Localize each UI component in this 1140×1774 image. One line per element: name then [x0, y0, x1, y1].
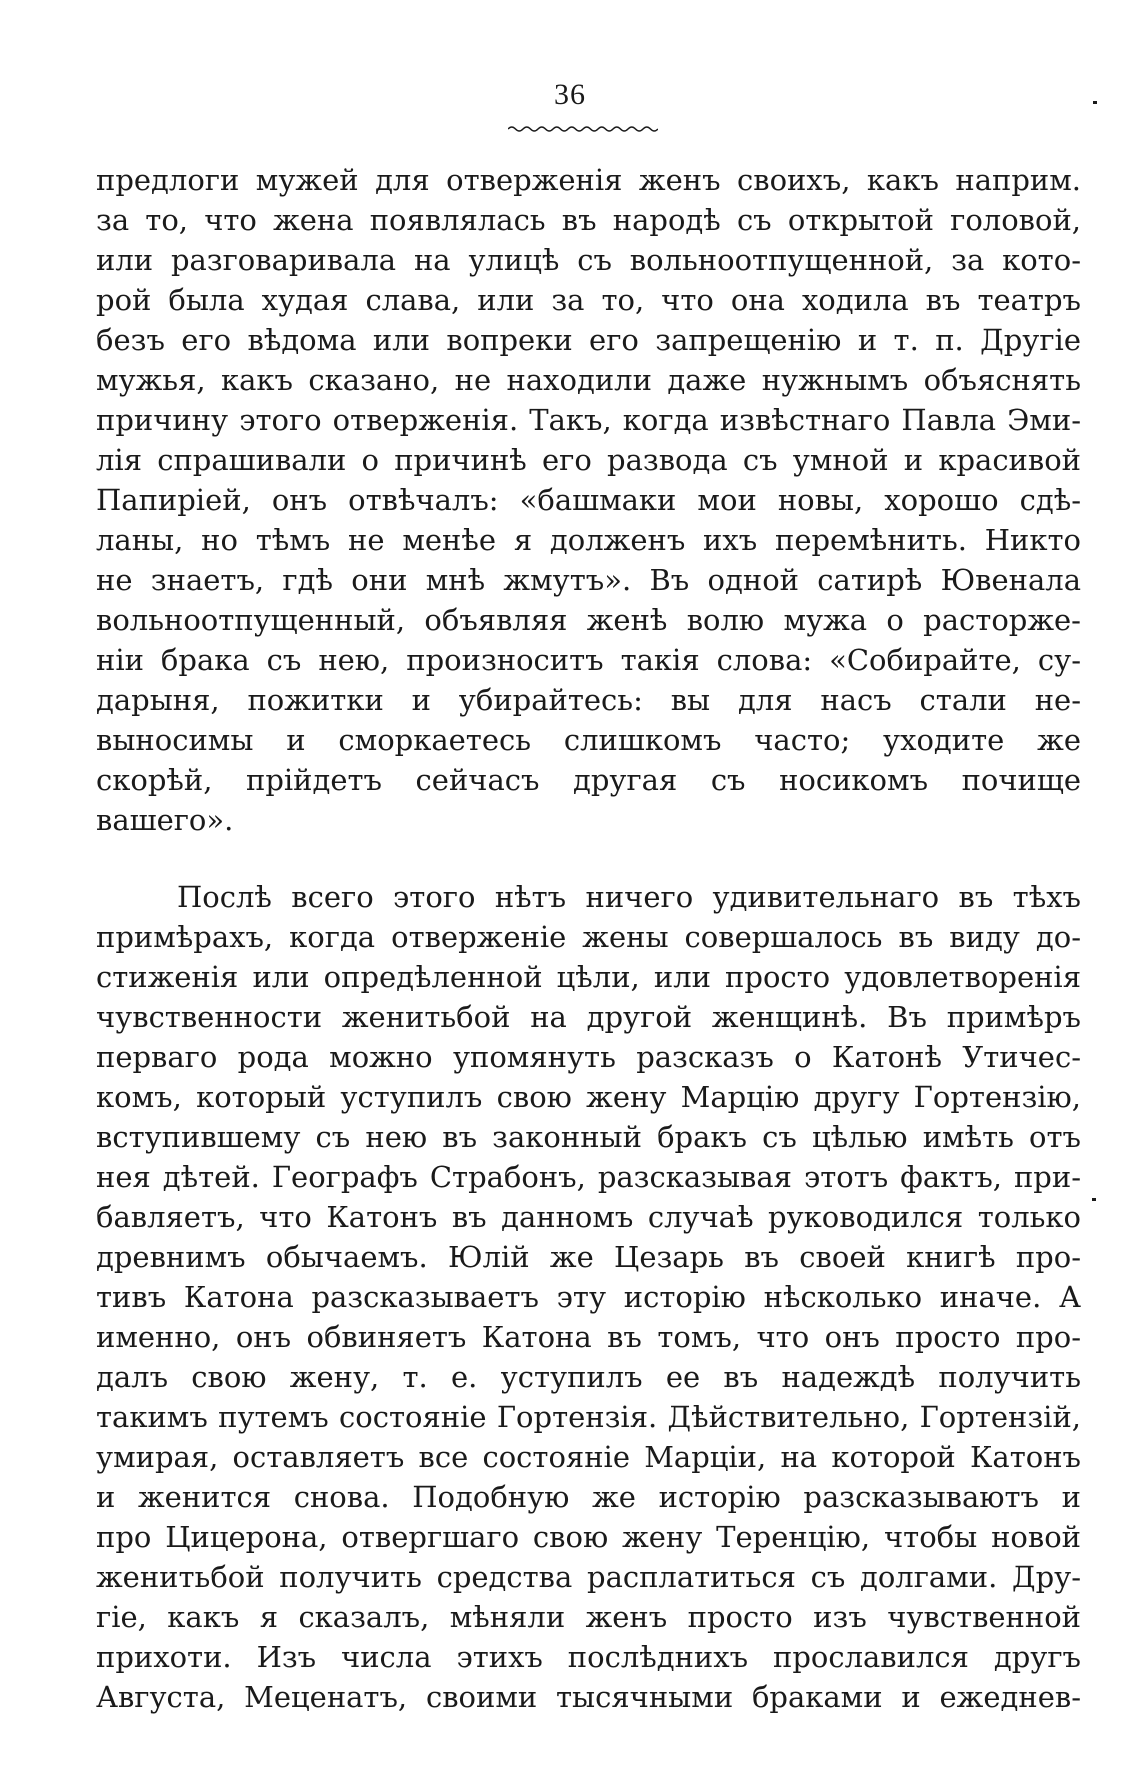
text-line: лія спрашивали о причинѣ его развода съ умной и красивой — [96, 443, 1081, 477]
page-number: 36 — [554, 78, 586, 111]
text-line: ланы, но тѣмъ не менѣе я долженъ ихъ перемѣнить. Никто — [96, 523, 1081, 557]
text-line: вольноотпущенный, объявляя женѣ волю мужа о расторже- — [96, 603, 1081, 637]
text-line: ніи брака съ нею, произноситъ такія слова: «Собирайте, су- — [96, 643, 1081, 677]
text-line: мужья, какъ сказано, не находили даже нужнымъ объяснять — [96, 363, 1081, 397]
text-line: не знаетъ, гдѣ они мнѣ жмутъ». Въ одной сатирѣ Ювенала — [96, 563, 1081, 597]
text-line: причину этого отверженія. Такъ, когда извѣстнаго Павла Эми- — [96, 403, 1081, 437]
text-line: скорѣй, прійдетъ сейчасъ другая съ носикомъ почище — [96, 763, 1081, 797]
text-line: именно, онъ обвиняетъ Катона въ томъ, что онъ просто про- — [96, 1320, 1081, 1354]
text-line: нея дѣтей. Географъ Страбонъ, разсказывая этотъ фактъ, при- — [96, 1160, 1081, 1194]
paragraph — [96, 160, 1081, 840]
text-line: и женится снова. Подобную же исторію разсказываютъ и — [96, 1480, 1081, 1514]
text-line: гіе, какъ я сказалъ, мѣняли женъ просто изъ чувственной — [96, 1600, 1081, 1634]
text-line: вступившему съ нею въ законный бракъ съ цѣлью имѣть отъ — [96, 1120, 1081, 1154]
text-line: про Цицерона, отвергшаго свою жену Теренцію, чтобы новой — [96, 1520, 1081, 1554]
print-speck — [1093, 101, 1097, 104]
text-line: чувственности женитьбой на другой женщинѣ. Въ примѣръ — [96, 1000, 1081, 1034]
paragraph — [96, 877, 1081, 1717]
print-speck — [1092, 1198, 1096, 1201]
text-line: Послѣ всего этого нѣтъ ничего удивительнаго въ тѣхъ — [177, 880, 1081, 914]
text-line: Августа, Меценатъ, своими тысячными браками и ежеднев- — [96, 1680, 1081, 1714]
text-line: комъ, который уступилъ свою жену Марцію другу Гортензію, — [96, 1080, 1081, 1114]
text-line: примѣрахъ, когда отверженіе жены совершалось въ виду до- — [96, 920, 1081, 954]
text-line: далъ свою жену, т. е. уступилъ ее въ надеждѣ получить — [96, 1360, 1081, 1394]
text-line: вашего». — [96, 803, 234, 837]
text-line: или разговаривала на улицѣ съ вольноотпущенной, за кото- — [96, 243, 1081, 277]
text-line: безъ его вѣдома или вопреки его запрещенію и т. п. Другіе — [96, 323, 1081, 357]
text-line: такимъ путемъ состояніе Гортензія. Дѣйствительно, Гортензій, — [96, 1400, 1081, 1434]
text-line: выносимы и сморкаетесь слишкомъ часто; уходите же — [96, 723, 1081, 757]
text-line: тивъ Катона разсказываетъ эту исторію нѣсколько иначе. А — [96, 1280, 1081, 1314]
text-line: за то, что жена появлялась въ народѣ съ открытой головой, — [96, 203, 1081, 237]
text-line: умирая, оставляетъ все состояніе Марціи, на которой Катонъ — [96, 1440, 1081, 1474]
ornamental-rule — [508, 124, 658, 134]
text-line: прихоти. Изъ числа этихъ послѣднихъ прославился другъ — [96, 1640, 1081, 1674]
text-line: бавляетъ, что Катонъ въ данномъ случаѣ руководился только — [96, 1200, 1081, 1234]
text-line: рой была худая слава, или за то, что она ходила въ театръ — [96, 283, 1081, 317]
text-line: предлоги мужей для отверженія женъ своихъ, какъ наприм. — [96, 163, 1081, 197]
text-line: дарыня, пожитки и убирайтесь: вы для насъ стали не- — [96, 683, 1081, 717]
text-line: женитьбой получить средства расплатиться съ долгами. Дру- — [96, 1560, 1081, 1594]
text-line: Папиріей, онъ отвѣчалъ: «башмаки мои новы, хорошо сдѣ- — [96, 483, 1081, 517]
text-line: стиженія или опредѣленной цѣли, или просто удовлетворенія — [96, 960, 1081, 994]
text-line: перваго рода можно упомянуть разсказъ о Катонѣ Утичес- — [96, 1040, 1081, 1074]
text-line: древнимъ обычаемъ. Юлій же Цезарь въ своей книгѣ про- — [96, 1240, 1081, 1274]
